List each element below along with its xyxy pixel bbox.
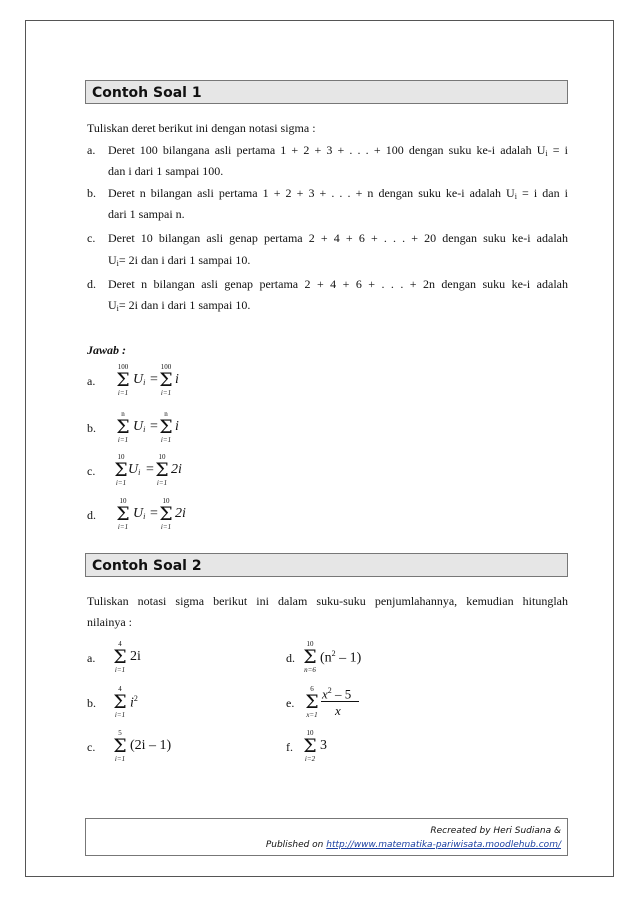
sigma-icon: Σ [116,416,130,438]
problem-f-expr: 3 [320,738,327,753]
sigma-icon: Σ [113,691,127,713]
answer-a-left-term: $U_i$ [133,372,146,387]
problem-d-expr: $(n^2 - 1)$ [320,649,362,666]
problem-a-expr: 2i [130,649,141,664]
item-b-line2: dari 1 sampai n. [108,207,185,221]
problem-c-label: c. [87,740,96,754]
answer-d-right-term: 2i [175,506,186,521]
sigma-icon: Σ [159,503,173,525]
answer-b-right-sigma: n Σ i=1 [155,410,177,444]
sigma-icon: Σ [303,735,317,757]
item-d-line2: $U_i= 2i$ dan i dari 1 sampai 10. [108,298,251,313]
problem-b-label: b. [87,696,96,710]
answer-d-left-sigma: 10 Σ i=1 [112,497,134,531]
answer-d-label: d. [87,508,96,522]
answer-b-left-term: $U_i$ [133,419,146,434]
answer-b-label: b. [87,421,96,435]
answer-a-label: a. [87,374,96,388]
answer-a-right-term: i [175,372,179,387]
section-1-title: Contoh Soal 1 [85,80,568,104]
answer-b-left-sigma: n Σ i=1 [112,410,134,444]
section-1-intro: Tuliskan deret berikut ini dengan notasi sigma : [87,121,316,135]
section-2-title: Contoh Soal 2 [85,553,568,577]
answer-a-left-sigma: 100 Σ i=1 [112,363,134,397]
answer-heading: Jawab : [87,343,126,357]
footer-link[interactable]: http://www.matematika-pariwisata.moodlehub.com/ [326,840,561,850]
sigma-icon: Σ [303,646,317,668]
answer-c-left-sigma: 10 Σ i=1 [110,453,132,487]
problem-a-sigma: 4 Σ i=1 [109,640,131,674]
sigma-icon: Σ [116,503,130,525]
answer-a-eq: = [150,372,158,387]
answer-c-right-sigma: 10 Σ i=1 [151,453,173,487]
problem-e-sigma: 6 Σ x=1 [301,685,323,719]
answer-c-eq: = [146,462,154,477]
sigma-icon: Σ [155,459,169,481]
sigma-icon: Σ [113,646,127,668]
sigma-icon: Σ [114,459,128,481]
problem-b-expr: $i^2$ [130,694,138,711]
problem-d-sigma: 10 Σ n=6 [299,640,321,674]
sigma-icon: Σ [305,691,319,713]
sigma-icon: Σ [159,416,173,438]
problem-e-fraction-bar [321,701,359,702]
answer-c-label: c. [87,464,96,478]
item-a-line2: dan i dari 1 sampai 100. [108,164,224,178]
answer-a-right-sigma: 100 Σ i=1 [155,363,177,397]
problem-e-label: e. [286,696,295,710]
problem-f-label: f. [286,740,293,754]
section-2-intro-line1: Tuliskan notasi sigma berikut ini dalam suku-suku penjumlahannya, kemudian hitunglah [87,594,568,608]
answer-b-right-term: i [175,419,179,434]
item-c-line1: Deret 10 bilangan asli genap pertama 2 + 4 + 6 + . . . + 20 dengan suku ke-i adalah [108,231,568,245]
answer-c-left-term: $U_i$ [128,462,141,477]
problem-b-sigma: 4 Σ i=1 [109,685,131,719]
footer-credit: Recreated by Heri Sudiana & [430,826,561,836]
sigma-icon: Σ [159,369,173,391]
answer-d-eq: = [150,506,158,521]
item-b-label: b. [87,186,96,200]
answer-d-left-term: $U_i$ [133,506,146,521]
item-d-line1: Deret n bilangan asli genap pertama 2 + 4 + 6 + . . . + 2n dengan suku ke-i adalah [108,277,568,291]
item-c-line2: $U_i= 2i$ dan i dari 1 sampai 10. [108,253,251,268]
footer-published: Published on http://www.matematika-pariwisata.moodlehub.com/ [265,840,561,850]
problem-f-sigma: 10 Σ i=2 [299,729,321,763]
footer [85,818,568,856]
answer-b-eq: = [150,419,158,434]
problem-d-label: d. [286,651,295,665]
item-b-line1: Deret n bilangan asli pertama 1 + 2 + 3 + . . . + n dengan suku ke-i adalah $U_i = i$ dan i [108,186,568,201]
sigma-icon: Σ [116,369,130,391]
item-a-line1: Deret 100 bilangana asli pertama 1 + 2 + 3 + . . . + 100 dengan suku ke-i adalah $U_i = i$ [108,143,568,158]
item-c-label: c. [87,231,96,245]
sigma-icon: Σ [113,735,127,757]
problem-e-numerator: $x^2 - 5$ [322,686,352,702]
problem-a-label: a. [87,651,96,665]
answer-c-right-term: 2i [171,462,182,477]
problem-e-denominator: x [335,703,341,718]
item-a-label: a. [87,143,96,157]
section-2-intro-line2: nilainya : [87,615,132,629]
item-d-label: d. [87,277,96,291]
problem-c-expr: (2i – 1) [130,738,172,753]
answer-d-right-sigma: 10 Σ i=1 [155,497,177,531]
problem-c-sigma: 5 Σ i=1 [109,729,131,763]
